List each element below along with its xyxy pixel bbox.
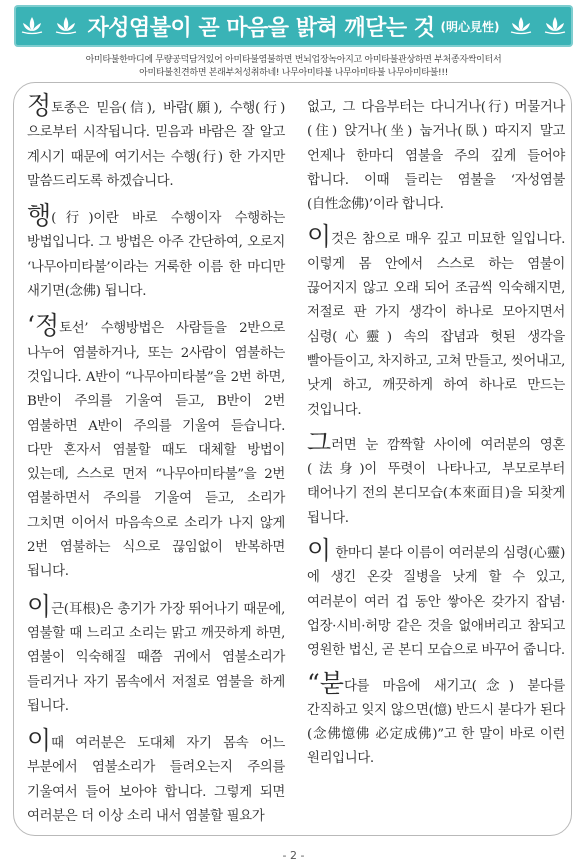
- drop-initial: 그: [307, 427, 332, 457]
- lotus-icon: [543, 15, 567, 35]
- paragraph: [307, 222, 565, 422]
- drop-initial: “붇: [307, 668, 344, 698]
- paragraph-text: (行)이란 바로 수행이자 수행하는 방법입니다. 그 방법은 아주 간단하여, 오로지 ‘나무아미타불’이라는 거룩한 이름 한 마디만 새기면(念佛) 됩니다.: [27, 211, 285, 300]
- page-title: 자성염불이 곧 마음을 밝혀 깨닫는 것: [87, 15, 435, 41]
- chant-line: 아미타불친견하면 본래부처성취하네! 나무아미타불 나무아미타불 나무아미타불!!!: [139, 68, 448, 78]
- drop-initial: 정: [27, 91, 52, 120]
- paragraph: [307, 668, 565, 772]
- paragraph-text: 러면 눈 깜짝할 사이에 여러분의 영혼(法身)이 뚜렷이 나타나고, 부모로부터 태어나기 전의 본디모습(本來面目)을 되찾게 됩니다.: [307, 437, 565, 526]
- drop-initial: ‘정: [27, 311, 60, 341]
- paragraph-text: 것은 참으로 매우 깊고 미묘한 일입니다. 이렇게 몸 안에서 스스로 하는 염불이 끊어지지 않고 오래 되어 조금씩 익숙해지면, 저절로 판 가지 생각이 하나로 모아지면서 심령(心靈) 속의 잡념과 헛된 생각을 빨아들이고, 차지하고, 고쳐 만들고, 씻어내고, 낫게 하고, 깨끗하게 하여 하나로 만드는 것입니다.: [307, 232, 565, 418]
- paragraph-text: 토종은 믿음(信), 바람(願), 수행(行)으로부터 시작됩니다. 믿음과 바람은 잘 알고 계시기 때문에 여기서는 수행(行) 한 가지만 말씀드리도록 하겠습니다.: [27, 101, 285, 189]
- paragraph-text: 다를 마음에 새기고(念) 붇다를 간직하고 잊지 않으면(憶) 반드시 붇다가 된다(念佛憶佛 必定成佛)”고 한 말이 바로 이런 원리입니다.: [307, 678, 565, 767]
- paragraph: [27, 726, 285, 829]
- right-column: [307, 96, 565, 782]
- drop-initial: 행: [27, 201, 52, 231]
- paragraph-text: 없고, 그 다음부터는 다니거나(行) 머물거나(住) 앉거나(坐) 눕거나(臥) 따지지 말고 언제나 한마디 염불을 주의 깊게 들어야 합니다. 이때 들리는 염불을 ‘자성염불(自性念佛)’이라 합니다.: [307, 100, 565, 213]
- drop-initial: 이: [27, 591, 52, 621]
- paragraph: [27, 201, 285, 304]
- lotus-icon: [20, 15, 44, 35]
- paragraph: [27, 591, 285, 719]
- paragraph-text: 한마디 붇다 이름이 여러분의 심령(心靈)에 생긴 온갖 질병을 낫게 할 수 있고, 여러분이 여러 겁 동안 쌓아온 갖가지 잡념·업장·시비·허망 같은 것을 없애버리고 참되고 영원한 법신, 곧 본디 모습으로 바꾸어 줍니다.: [307, 546, 565, 659]
- paragraph: [307, 536, 565, 663]
- drop-initial: 이: [27, 726, 52, 756]
- lotus-icon: [509, 15, 533, 35]
- paragraph: [27, 91, 285, 194]
- paragraph-text: 근(耳根)은 총기가 가장 뛰어나기 때문에, 염불할 때 느리고 소리는 맑고 깨끗하게 하면, 염불이 익숙해질 때쯤 귀에서 염불소리가 들리거나 자기 몸속에서 저절로 염불을 하게 됩니다.: [27, 601, 285, 714]
- page-subtitle: (明心見性): [440, 19, 500, 34]
- paragraph: [307, 427, 565, 531]
- paragraph-text: 토선’ 수행방법은 사람들을 2반으로 나누어 염불하거나, 또는 2사람이 염불하는 것입니다. A반이 “나무아미타불”을 2번 하면, B반이 주의를 기울여 듣고, B반이 2번 염불하면 A반이 주의를 기울여 듣습니다. 다만 혼자서 염불할 때도 대체할 방법이 있는데, 스스로 먼저 “나무아미타불”을 2번 염불하면서 주의를 기울여 듣고, 소리가 그치면 이어서 마음속으로 소리가 나지 않게 2번 염불하는 식으로 끊임없이 반복하면 됩니다.: [27, 321, 285, 580]
- chant-line: 아미타불한마디에 무량공덕담겨있어 아미타불염불하면 번뇌업장녹아지고 아미타불관상하면 부처종자싹이터서: [85, 55, 502, 65]
- paragraph-text: 때 여러분은 도대체 자기 몸속 어느 부분에서 염불소리가 들려오는지 주의를 기울여서 들어 보아야 합니다. 그렇게 되면 여러분은 더 이상 소리 내서 염불할 필요가: [27, 736, 285, 825]
- page-number: - 2 -: [282, 849, 305, 862]
- paragraph: [307, 96, 565, 217]
- title-banner: [14, 5, 573, 47]
- left-column: [27, 91, 285, 841]
- drop-initial: 이: [307, 536, 332, 566]
- lotus-icon: [54, 15, 78, 35]
- drop-initial: 이: [307, 222, 332, 252]
- paragraph: [27, 311, 285, 584]
